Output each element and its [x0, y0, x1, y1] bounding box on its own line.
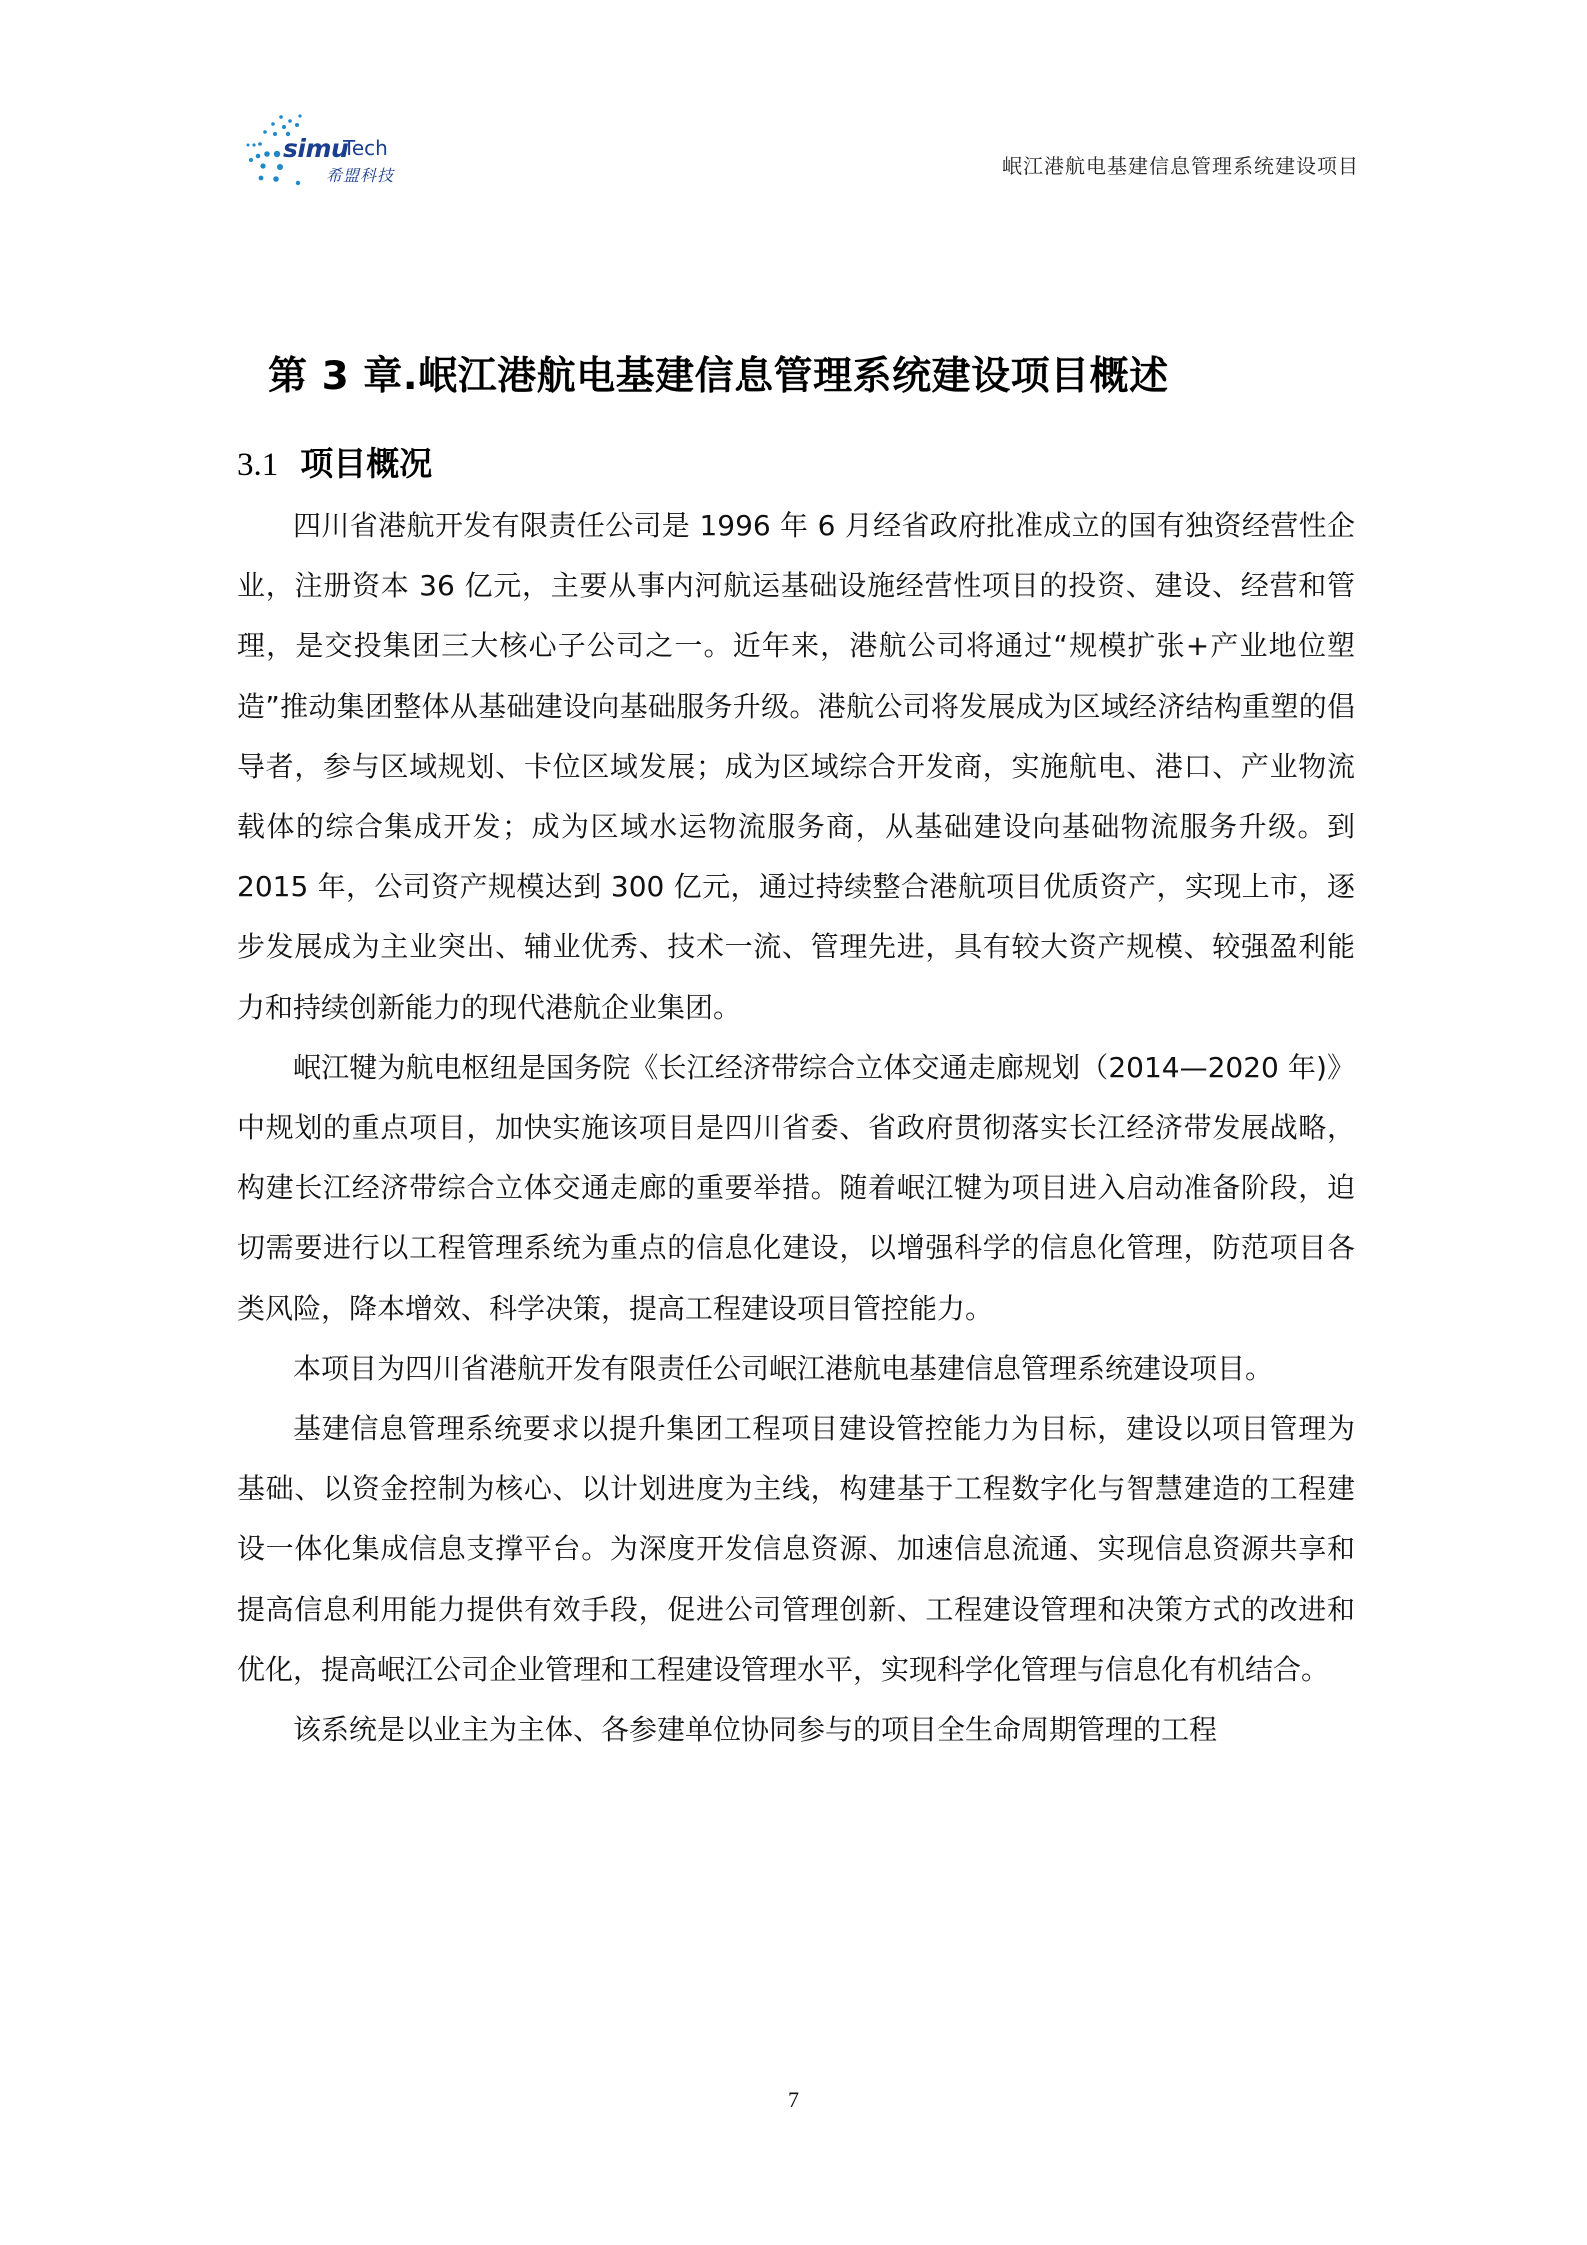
paragraph-project-background: 岷江犍为航电枢纽是国务院《长江经济带综合立体交通走廊规划（2014—2020 年)》中规划的重点项目，加快实施该项目是四川省委、省政府贯彻落实长江经济带发展战略，构建长江经济带综合立体交通走廊的重要举措。随着岷江犍为项目进入启动准备阶段，迫切需要进行以工程管理系统为重点的信息化建设，以增强科学的信息化管理，防范项目各类风险，降本增效、科学决策，提高工程建设项目管控能力。	[237, 1050, 1355, 1325]
company-logo	[243, 112, 413, 187]
logo-brand-suffix: Tech	[343, 136, 388, 160]
section-heading	[237, 438, 432, 485]
paragraph-system-goals: 基建信息管理系统要求以提升集团工程项目建设管控能力为目标，建设以项目管理为基础、以资金控制为核心、以计划进度为主线，构建基于工程数字化与智慧建造的工程建设一体化集成信息支撑平台。为深度开发信息资源、加速信息流通、实现信息资源共享和提高信息利用能力提供有效手段，促进公司管理创新、工程建设管理和决策方式的改进和优化，提高岷江公司企业管理和工程建设管理水平，实现科学化管理与信息化有机结合。	[237, 1412, 1355, 1686]
running-header-title: 岷江港航电基建信息管理系统建设项目	[1002, 154, 1359, 178]
paragraph-system-description: 该系统是以业主为主体、各参建单位协同参与的项目全生命周期管理的工程	[293, 1713, 1218, 1747]
page-number: 7	[788, 2087, 799, 2112]
logo-brand-chinese: 希盟科技	[326, 166, 395, 185]
paragraph-company-overview: 四川省港航开发有限责任公司是 1996 年 6 月经省政府批准成立的国有独资经营性企业，注册资本 36 亿元，主要从事内河航运基础设施经营性项目的投资、建设、经营和管理，是交投集团三大核心子公司之一。近年来，港航公司将通过“规模扩张+产业地位塑造”推动集团整体从基础建设向基础服务升级。港航公司将发展成为区域经济结构重塑的倡导者，参与区域规划、卡位区域发展；成为区域综合开发商，实施航电、港口、产业物流载体的综合集成开发；成为区域水运物流服务商，从基础建设向基础物流服务升级。到 2015 年，公司资产规模达到 300 亿元，通过持续整合港航项目优质资产，实现上市，逐步发展成为主业突出、辅业优秀、技术一流、管理先进，具有较大资产规模、较强盈利能力和持续创新能力的现代港航企业集团。	[237, 509, 1355, 1024]
page-header	[0, 0, 1587, 200]
section-label: 项目概况	[300, 444, 433, 483]
chapter-title: 第 3 章.岷江港航电基建信息管理系统建设项目概述	[268, 354, 1169, 399]
section-number: 3.1	[237, 447, 279, 483]
paragraph-project-statement: 本项目为四川省港航开发有限责任公司岷江港航电基建信息管理系统建设项目。	[293, 1351, 1274, 1385]
logo-brand-latin: simu	[283, 134, 349, 163]
body-text	[237, 496, 1355, 1760]
